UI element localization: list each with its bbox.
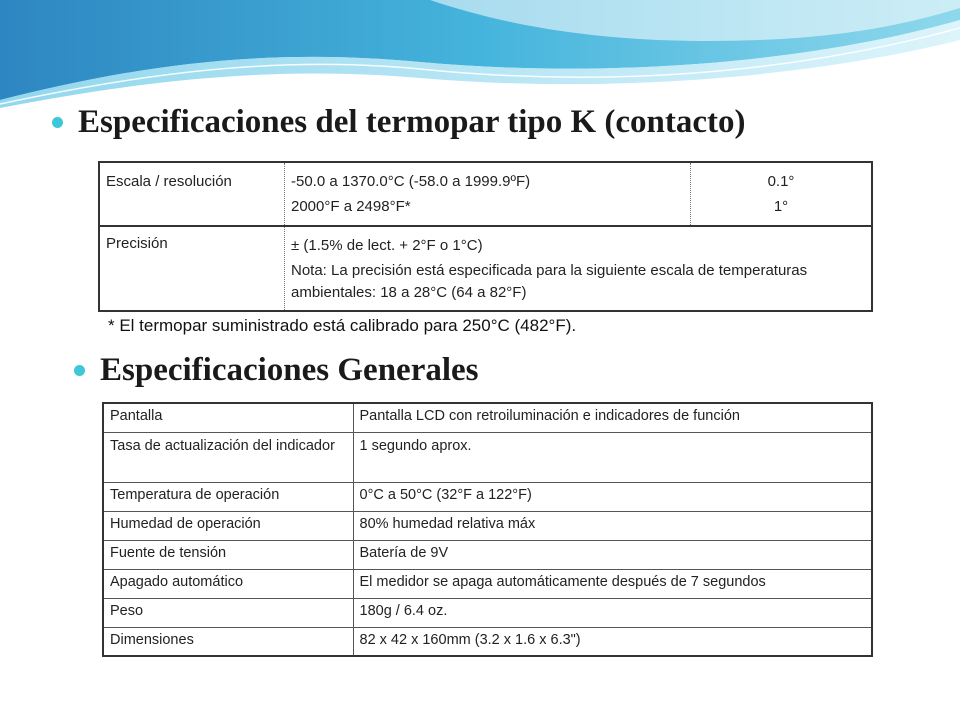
range-resolution-row [100,163,871,225]
precision-value: ± (1.5% de lect. + 2°F o 1°C) [291,237,483,254]
table-row [103,569,872,598]
spec-value: Pantalla LCD con retroiluminación e indicadores de función [353,403,872,432]
bullet-icon [74,365,85,376]
table-row [103,540,872,569]
spec-value: 180g / 6.4 oz. [353,598,872,627]
precision-note: Nota: La precisión está especificada para la siguiente escala de temperaturas ambientales: 18 a 28°C (64 a 82°F) [291,262,808,301]
range-resolution-label: Escala / resolución [100,163,285,225]
spec-value: Batería de 9V [353,540,872,569]
thermocouple-specs-heading [52,104,746,141]
range-value: -50.0 a 1370.0°C (-58.0 a 1999.9ºF) [291,173,531,190]
spec-value: El medidor se apaga automáticamente después de 7 segundos [353,569,872,598]
general-spec-table [102,402,873,657]
spec-label: Humedad de operación [103,511,353,540]
spec-value: 80% humedad relativa máx [353,511,872,540]
thermocouple-spec-table [98,161,873,340]
precision-values-cell [285,227,871,310]
general-specs-heading [74,352,479,389]
table-row [103,511,872,540]
spec-label: Tasa de actualización del indicador [103,432,353,482]
range-values-cell [285,163,691,225]
table-row [103,598,872,627]
bullet-icon [52,117,63,128]
spec-label: Peso [103,598,353,627]
table-row [103,482,872,511]
header-wave-decoration [0,0,960,120]
precision-label: Precisión [100,227,285,310]
spec-value: 0°C a 50°C (32°F a 122°F) [353,482,872,511]
resolution-value: 0.1° [767,173,795,190]
spec-label: Fuente de tensión [103,540,353,569]
precision-row [100,225,871,310]
resolution-values-cell [691,163,871,225]
spec-label: Dimensiones [103,627,353,656]
general-specs-title: Especificaciones Generales [100,352,479,388]
spec-value: 82 x 42 x 160mm (3.2 x 1.6 x 6.3") [353,627,872,656]
table-row [103,403,872,432]
table-row [103,627,872,656]
range-value: 2000°F a 2498°F* [291,198,411,215]
spec-label: Apagado automático [103,569,353,598]
thermocouple-specs-title: Especificaciones del termopar tipo K (contacto) [78,104,746,140]
spec-label: Pantalla [103,403,353,432]
calibration-footnote: * El termopar suministrado está calibrado para 250°C (482°F). [98,310,873,340]
spec-value: 1 segundo aprox. [353,432,872,482]
table-row [103,432,872,482]
resolution-value: 1° [773,198,789,215]
spec-label: Temperatura de operación [103,482,353,511]
